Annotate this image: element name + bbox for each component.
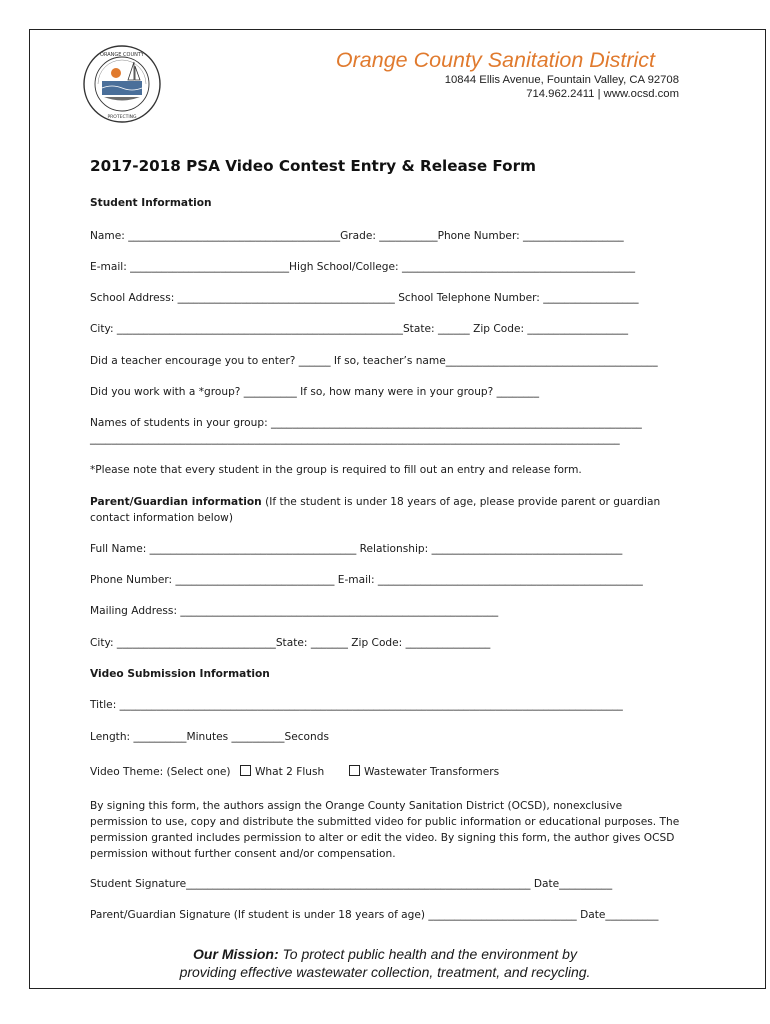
parent-phone-email-field[interactable]: Phone Number: ______________________________ E-mail: __________________________________________________	[90, 574, 643, 586]
parent-city-state-zip-field[interactable]: City: ______________________________State: _______ Zip Code: ________________	[90, 637, 491, 649]
organization-name: Orange County Sanitation District	[335, 48, 655, 72]
mission-label: Our Mission:	[193, 946, 279, 962]
city-state-zip-field[interactable]: City: ______________________________________________________State: ______ Zip Code: ___________________	[90, 323, 629, 335]
full-name-relationship-field[interactable]: Full Name: _______________________________________ Relationship: ____________________________________	[90, 543, 623, 555]
parent-section-note: (If the student is under 18 years of age, please provide parent or guardian contact information below)	[90, 496, 661, 524]
group-names-field-line2[interactable]: ____________________________________________________________________________________________________	[90, 433, 620, 445]
school-address-field[interactable]: School Address: _________________________________________ School Telephone Number: __________________	[90, 292, 639, 304]
video-section-title: Video Submission Information	[90, 668, 270, 680]
video-title-field[interactable]: Title: _______________________________________________________________________________________________	[90, 699, 623, 711]
svg-text:ORANGE COUNTY: ORANGE COUNTY	[100, 52, 144, 58]
student-section-title: Student Information	[90, 197, 212, 209]
parent-signature-field[interactable]: Parent/Guardian Signature (If student is under 18 years of age) ____________________________ Date__________	[90, 909, 659, 921]
mission-text-line1: To protect public health and the environment by	[278, 946, 577, 962]
consent-paragraph: By signing this form, the authors assign the Orange County Sanitation District (OCSD), nonexclusive permission to use, copy and distribute the submitted video for public information or educational purposes. The permission granted includes permission to alter or edit the video. By signing this form, the author gives OCSD permission without further consent and/or compensation.	[90, 800, 680, 860]
ocsd-seal-logo	[82, 44, 162, 124]
student-signature-field[interactable]: Student Signature_________________________________________________________________ Date__________	[90, 878, 613, 890]
group-names-field[interactable]: Names of students in your group: ______________________________________________________________________	[90, 417, 642, 429]
name-grade-phone-field[interactable]: Name: ________________________________________Grade: ___________Phone Number: ___________________	[90, 230, 624, 242]
wastewater-transformers-checkbox[interactable]	[349, 765, 360, 776]
mailing-address-field[interactable]: Mailing Address: ____________________________________________________________	[90, 605, 499, 617]
what-2-flush-checkbox[interactable]	[240, 765, 251, 776]
mission-text-line2: providing effective wastewater collection, treatment, and recycling.	[179, 964, 591, 980]
svg-text:PROTECTING: PROTECTING	[107, 115, 137, 120]
organization-contact: 714.962.2411 | www.ocsd.com	[526, 88, 679, 100]
email-school-field[interactable]: E-mail: ______________________________High School/College: ____________________________________________	[90, 261, 636, 273]
form-title: 2017-2018 PSA Video Contest Entry & Release Form	[90, 157, 536, 175]
what-2-flush-option-label: What 2 Flush	[254, 766, 325, 778]
wastewater-transformers-option-label: Wastewater Transformers	[363, 766, 500, 778]
parent-section-intro	[90, 494, 680, 526]
teacher-field[interactable]: Did a teacher encourage you to enter? ______ If so, teacher’s name________________________________________	[90, 355, 658, 367]
video-length-field[interactable]: Length: __________Minutes __________Seconds	[90, 731, 329, 743]
group-note: *Please note that every student in the group is required to fill out an entry and release form.	[90, 464, 582, 476]
parent-section-title: Parent/Guardian information	[90, 496, 262, 508]
organization-address: 10844 Ellis Avenue, Fountain Valley, CA 92708	[444, 74, 679, 86]
mission-statement	[0, 945, 770, 981]
video-theme-row	[90, 765, 499, 779]
video-theme-label: Video Theme: (Select one)	[90, 766, 231, 778]
group-field[interactable]: Did you work with a *group? __________ If so, how many were in your group? ________	[90, 386, 540, 398]
